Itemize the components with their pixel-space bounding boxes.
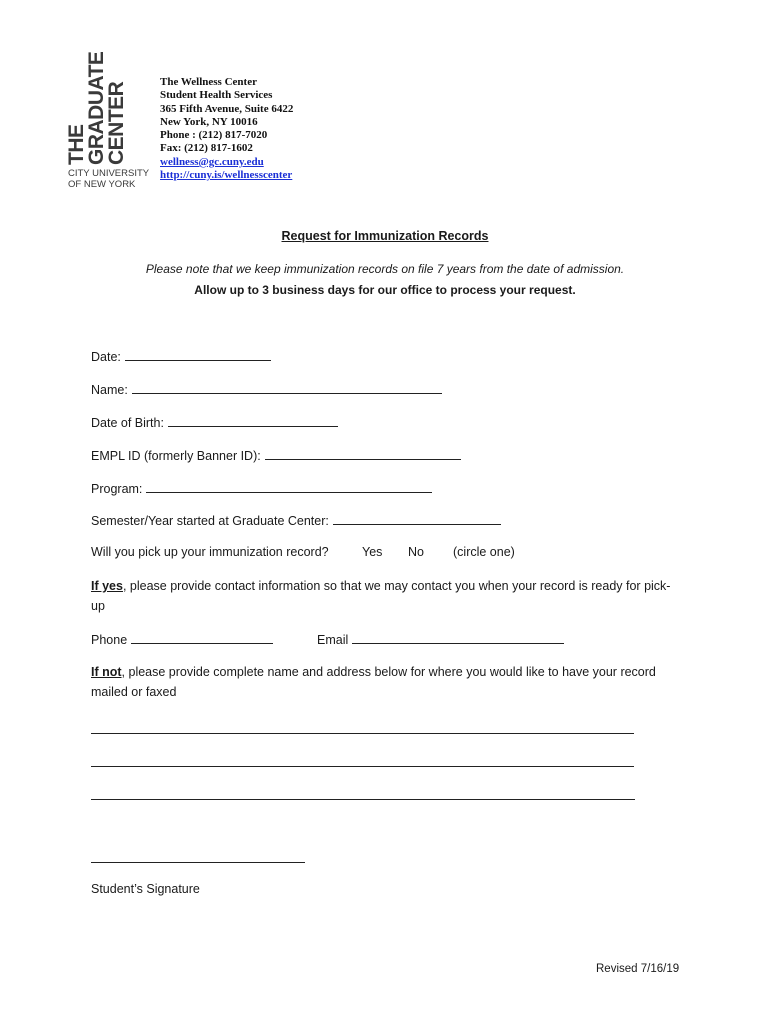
logo-sub-line2: OF NEW YORK [68, 178, 136, 190]
address-url-link[interactable]: http://cuny.is/wellnesscenter [160, 169, 293, 182]
if-yes-paragraph [91, 576, 671, 616]
logo-line-the: THE [65, 124, 88, 165]
dob-row [91, 414, 338, 430]
pickup-row [91, 545, 515, 559]
dob-label: Date of Birth: [91, 416, 164, 430]
email-row [317, 631, 564, 647]
address-line-1[interactable] [91, 733, 634, 734]
program-row [91, 480, 432, 496]
date-label: Date: [91, 350, 121, 364]
logo-wordmark [65, 51, 146, 166]
pickup-yes-option[interactable]: Yes [362, 545, 383, 559]
circle-one-hint: (circle one) [453, 545, 515, 559]
logo-line-center: CENTER [105, 81, 128, 165]
address-city: New York, NY 10016 [160, 115, 258, 128]
address-street: 365 Fifth Avenue, Suite 6422 [160, 102, 294, 115]
email-blank[interactable] [352, 631, 564, 644]
empl-blank[interactable] [265, 447, 461, 460]
processing-note: Allow up to 3 business days for our office to process your request. [194, 283, 576, 297]
semester-label: Semester/Year started at Graduate Center: [91, 514, 329, 528]
if-yes-label: If yes [91, 579, 123, 593]
name-label: Name: [91, 383, 128, 397]
date-row [91, 348, 271, 364]
if-not-paragraph [91, 662, 671, 702]
name-blank[interactable] [132, 381, 442, 394]
logo-subtitle [68, 169, 149, 190]
address-fax: Fax: (212) 817-1602 [160, 142, 253, 155]
address-phone: Phone : (212) 817-7020 [160, 129, 268, 142]
if-yes-text: , please provide contact information so that we may contact you when your record is ready for pick-up [91, 579, 671, 613]
if-not-text: , please provide complete name and address below for where you would like to have your record mailed or faxed [91, 665, 656, 699]
form-title: Request for Immunization Records [281, 229, 489, 243]
address-email-link[interactable]: wellness@gc.cuny.edu [160, 155, 264, 168]
pickup-no-option[interactable]: No [408, 545, 424, 559]
phone-label: Phone [91, 633, 128, 647]
phone-row [91, 631, 273, 647]
empl-label: EMPL ID (formerly Banner ID): [91, 449, 261, 463]
name-row [91, 381, 442, 397]
date-blank[interactable] [125, 348, 271, 361]
program-label: Program: [91, 482, 143, 496]
address-name: The Wellness Center [160, 76, 257, 88]
address-line-2[interactable] [91, 766, 634, 767]
logo-sub-line1: CITY UNIVERSITY [68, 168, 150, 179]
semester-blank[interactable] [333, 512, 501, 525]
phone-blank[interactable] [131, 631, 273, 644]
dob-blank[interactable] [168, 414, 338, 427]
if-not-label: If not [91, 665, 122, 679]
address-dept: Student Health Services [160, 89, 273, 102]
graduate-center-logo [65, 51, 150, 190]
signature-line[interactable] [91, 862, 305, 863]
signature-label: Student’s Signature [91, 882, 200, 896]
revision-date: Revised 7/16/19 [596, 963, 680, 975]
email-label: Email [317, 633, 349, 647]
semester-row [91, 512, 501, 528]
program-blank[interactable] [146, 480, 432, 493]
address-line-3[interactable] [91, 799, 635, 800]
pickup-question: Will you pick up your immunization record? [91, 545, 329, 559]
address-block [160, 76, 293, 182]
empl-row [91, 447, 461, 463]
retention-note: Please note that we keep immunization records on file 7 years from the date of admission. [145, 262, 625, 276]
logo-line-graduate: GRADUATE [85, 51, 108, 165]
